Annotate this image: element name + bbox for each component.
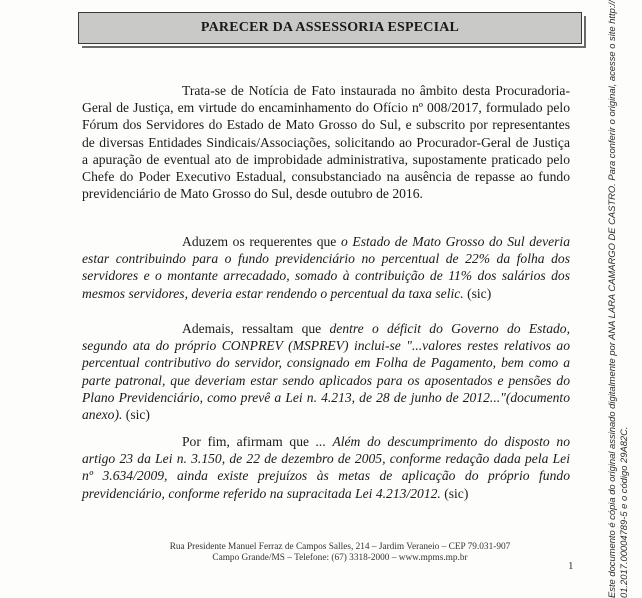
paragraph-2-intro: Aduzem os requerentes que [182,234,341,249]
paragraph-1-text: Trata-se de Notícia de Fato instaurada no âmbito desta Procuradoria-Geral de Justiça, em virtude do encaminhamento do Ofício nº 008/2017, formulado pelo Fórum dos Servidores do Estado de Mato Grosso do Sul, e subscrito por representantes de diversas Entidades Sindicais/Associações, solicitando ao Procurador-Geral de Justiça a apuração de eventual ato de improbidade administrativa, supostamente praticado pelo Chefe do Poder Executivo Estadual, consubstanciado na ausência de repasse ao fundo previdenciário de Mato Grosso do Sul, desde outubro de 2016. [82,83,570,202]
paragraph-2 [82,233,570,302]
paragraph-2-sic: (sic) [463,285,492,301]
paragraph-4-quote: ... Além do descumprimento do disposto no artigo 23 da Lei n. 3.150, de 22 de dezembro de 2005, conforme redação dada pela Lei nº 3.634/2009, ainda existe prejuízos às metas de aplicação do próprio fundo previdenciário, conforme referido na supracitada Lei 4.213/2012. [82,434,570,501]
paragraph-4 [82,433,570,502]
signature-note-line-1: Este documento é cópia do original assinado digitalmente por ANA LARA CAMARGO DE CASTRO. Para conferir o original, acesse o site http:// [606,0,617,598]
paragraph-3-quote: dentre o déficit do Governo do Estado, segundo ata do próprio CONPREV (MSPREV) inclui-se "...valores restes relativos ao percentual contributivo do servidor, consignado em Folha de Pagamento, bem como a parte patronal, que deveriam estar sendo aplicados para os aposentados e pensões do Plano Previdenciário, como prevê a Lei n. 4.213, de 28 de junho de 2012..."(documento anexo). [82,321,570,423]
paragraph-4-sic: (sic) [440,485,469,501]
paragraph-4-intro: Por fim, afirmam que [182,434,316,449]
page-number: 1 [568,560,574,572]
footer-address: Rua Presidente Manuel Ferraz de Campos Salles, 214 – Jardim Veraneio – CEP 79.031-907 [169,542,511,552]
footer-contact: Campo Grande/MS – Telefone: (67) 3318-2000 – www.mpms.mp.br [212,553,468,563]
paragraph-3-intro: Ademais, ressaltam que [182,321,330,336]
paragraph-3-sic: (sic) [122,407,150,423]
header-box [78,12,582,44]
paragraph-2-quote: o Estado de Mato Grosso do Sul deveria estar contribuindo para o fundo previdenciário no percentual de 22% da folha dos servidores e o montante arrecadado, somado à contribuição de 11% dos salários dos mesmos servidores, deveria estar rendendo o percentual da taxa selic. [82,234,571,301]
page-title: PARECER DA ASSESSORIA ESPECIAL [200,20,460,35]
paragraph-1 [82,82,570,202]
signature-note-line-2: 01.2017.00004789-5 e o código 29A82C. [617,426,629,598]
digital-signature-note [606,0,629,598]
paragraph-3 [82,320,570,423]
